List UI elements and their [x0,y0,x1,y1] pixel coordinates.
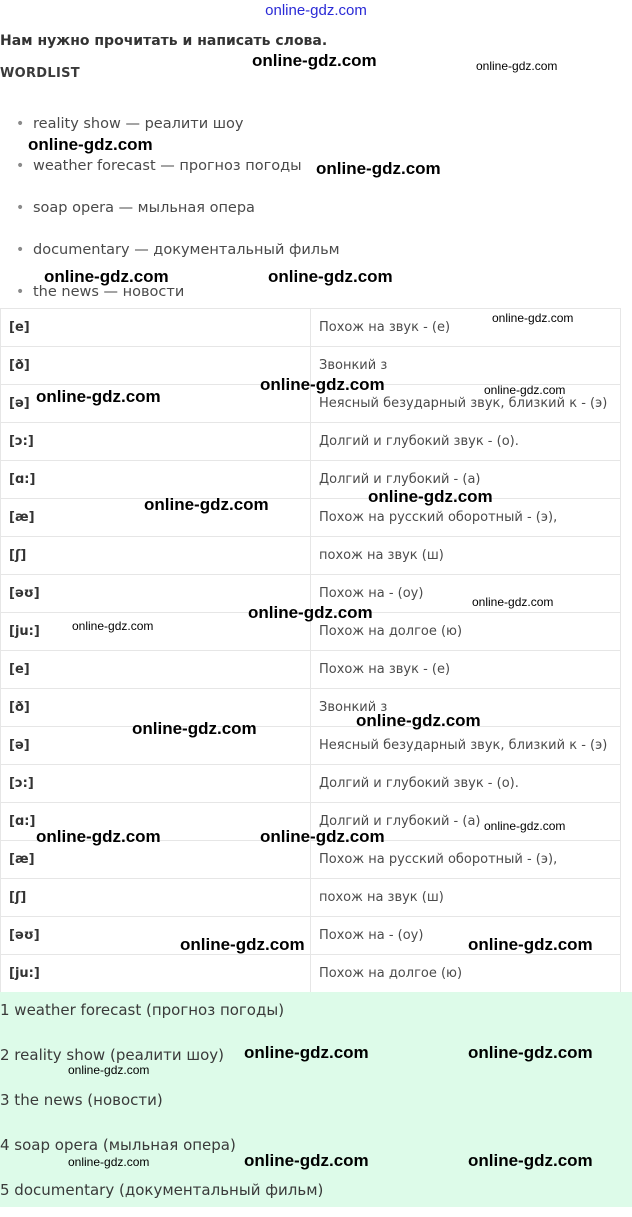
answer-item: 1 weather forecast (прогноз погоды) [0,1001,285,1019]
phonetic-description: Похож на звук - (е) [311,651,621,689]
table-row [1,385,621,423]
phonetic-symbol: [ð] [1,347,311,385]
table-row [1,651,621,689]
phonetic-symbol: [ɑ:] [1,803,311,841]
site-header-link[interactable]: online-gdz.com [265,2,367,19]
watermark: online-gdz.com [356,711,481,730]
watermark: online-gdz.com [484,383,566,397]
answers-list [0,992,632,1207]
answer-item: 3 the news (новости) [0,1091,163,1109]
phonetic-description: Похож на - (оу) [311,575,621,613]
wordlist [0,114,340,324]
answer-item: 5 documentary (документальный фильм) [0,1181,324,1199]
phonetic-symbol: [æ] [1,499,311,537]
table-row [1,917,621,955]
watermark: online-gdz.com [72,619,154,633]
bullet-icon: • [16,242,25,258]
phonetic-symbol: [ʃ] [1,537,311,575]
phonetic-symbol: [ə] [1,727,311,765]
watermark: online-gdz.com [28,135,153,154]
phonetic-description: Похож на долгое (ю) [311,955,621,993]
watermark: online-gdz.com [260,375,385,394]
phonetic-symbol: [e] [1,651,311,689]
watermark: online-gdz.com [68,1063,150,1077]
list-item [0,240,340,282]
table-row [1,955,621,993]
wordlist-entry: weather forecast — прогноз погоды [33,158,302,174]
bullet-icon: • [16,284,25,300]
phonetic-symbol: [ʃ] [1,879,311,917]
watermark: online-gdz.com [144,495,269,514]
watermark: online-gdz.com [68,1155,150,1169]
phonetic-symbol: [əʊ] [1,917,311,955]
phonetic-description: Неясный безударный звук, близкий к - (э) [311,385,621,423]
phonetic-symbol: [ɑ:] [1,461,311,499]
table-row [1,347,621,385]
watermark: online-gdz.com [368,487,493,506]
bullet-icon: • [16,200,25,216]
watermark: online-gdz.com [268,267,393,286]
table-row [1,461,621,499]
phonetic-description: Похож на русский оборотный - (э), [311,499,621,537]
watermark: online-gdz.com [484,819,566,833]
table-row [1,575,621,613]
bullet-icon: • [16,116,25,132]
list-item [0,114,340,156]
watermark: online-gdz.com [468,1043,593,1062]
wordlist-heading: WORDLIST [0,66,80,81]
phonetic-symbol: [ə] [1,385,311,423]
watermark: online-gdz.com [492,311,574,325]
watermark: online-gdz.com [244,1151,369,1170]
table-row [1,841,621,879]
phonetic-description: Похож на звук - (е) [311,309,621,347]
phonetic-description: Долгий и глубокий звук - (о). [311,765,621,803]
table-row [1,727,621,765]
phonetic-description: Похож на долгое (ю) [311,613,621,651]
watermark: online-gdz.com [244,1043,369,1062]
phonetic-symbol: [ɔ:] [1,423,311,461]
phonetic-symbol: [əʊ] [1,575,311,613]
answer-item: 4 soap opera (мыльная опера) [0,1136,236,1154]
watermark: online-gdz.com [468,935,593,954]
wordlist-entry: documentary — документальный фильм [33,242,340,258]
table-row [1,537,621,575]
task-instruction: Нам нужно прочитать и написать слова. [0,33,328,49]
watermark: online-gdz.com [180,935,305,954]
phonetics-table [0,308,621,993]
table-row [1,689,621,727]
phonetic-description: похож на звук (ш) [311,537,621,575]
wordlist-entry: the news — новости [33,284,185,300]
phonetic-symbol: [e] [1,309,311,347]
wordlist-entry: soap opera — мыльная опера [33,200,255,216]
table-row [1,803,621,841]
watermark: online-gdz.com [260,827,385,846]
phonetic-symbol: [ju:] [1,955,311,993]
watermark: online-gdz.com [132,719,257,738]
watermark: online-gdz.com [252,51,377,70]
wordlist-entry: reality show — реалити шоу [33,116,244,132]
phonetic-description: Долгий и глубокий - (а) [311,461,621,499]
table-row [1,613,621,651]
table-row [1,765,621,803]
watermark: online-gdz.com [472,595,554,609]
table-row [1,309,621,347]
phonetic-description: Неясный безударный звук, близкий к - (э) [311,727,621,765]
watermark: online-gdz.com [36,827,161,846]
phonetic-description: Звонкий з [311,347,621,385]
phonetic-description: Похож на - (оу) [311,917,621,955]
phonetic-description: Долгий и глубокий - (а) [311,803,621,841]
watermark: online-gdz.com [36,387,161,406]
table-row [1,499,621,537]
table-row [1,879,621,917]
phonetic-symbol: [æ] [1,841,311,879]
list-item [0,156,340,198]
phonetic-symbol: [ð] [1,689,311,727]
table-row [1,423,621,461]
answer-item: 2 reality show (реалити шоу) [0,1046,224,1064]
phonetic-description: Звонкий з [311,689,621,727]
phonetic-description: Похож на русский оборотный - (э), [311,841,621,879]
phonetic-description: Долгий и глубокий звук - (о). [311,423,621,461]
watermark: online-gdz.com [248,603,373,622]
phonetic-symbol: [ju:] [1,613,311,651]
bullet-icon: • [16,158,25,174]
watermark: online-gdz.com [476,59,558,73]
phonetic-symbol: [ɔ:] [1,765,311,803]
watermark: online-gdz.com [468,1151,593,1170]
watermark: online-gdz.com [316,159,441,178]
watermark: online-gdz.com [44,267,169,286]
phonetic-description: похож на звук (ш) [311,879,621,917]
list-item [0,198,340,240]
